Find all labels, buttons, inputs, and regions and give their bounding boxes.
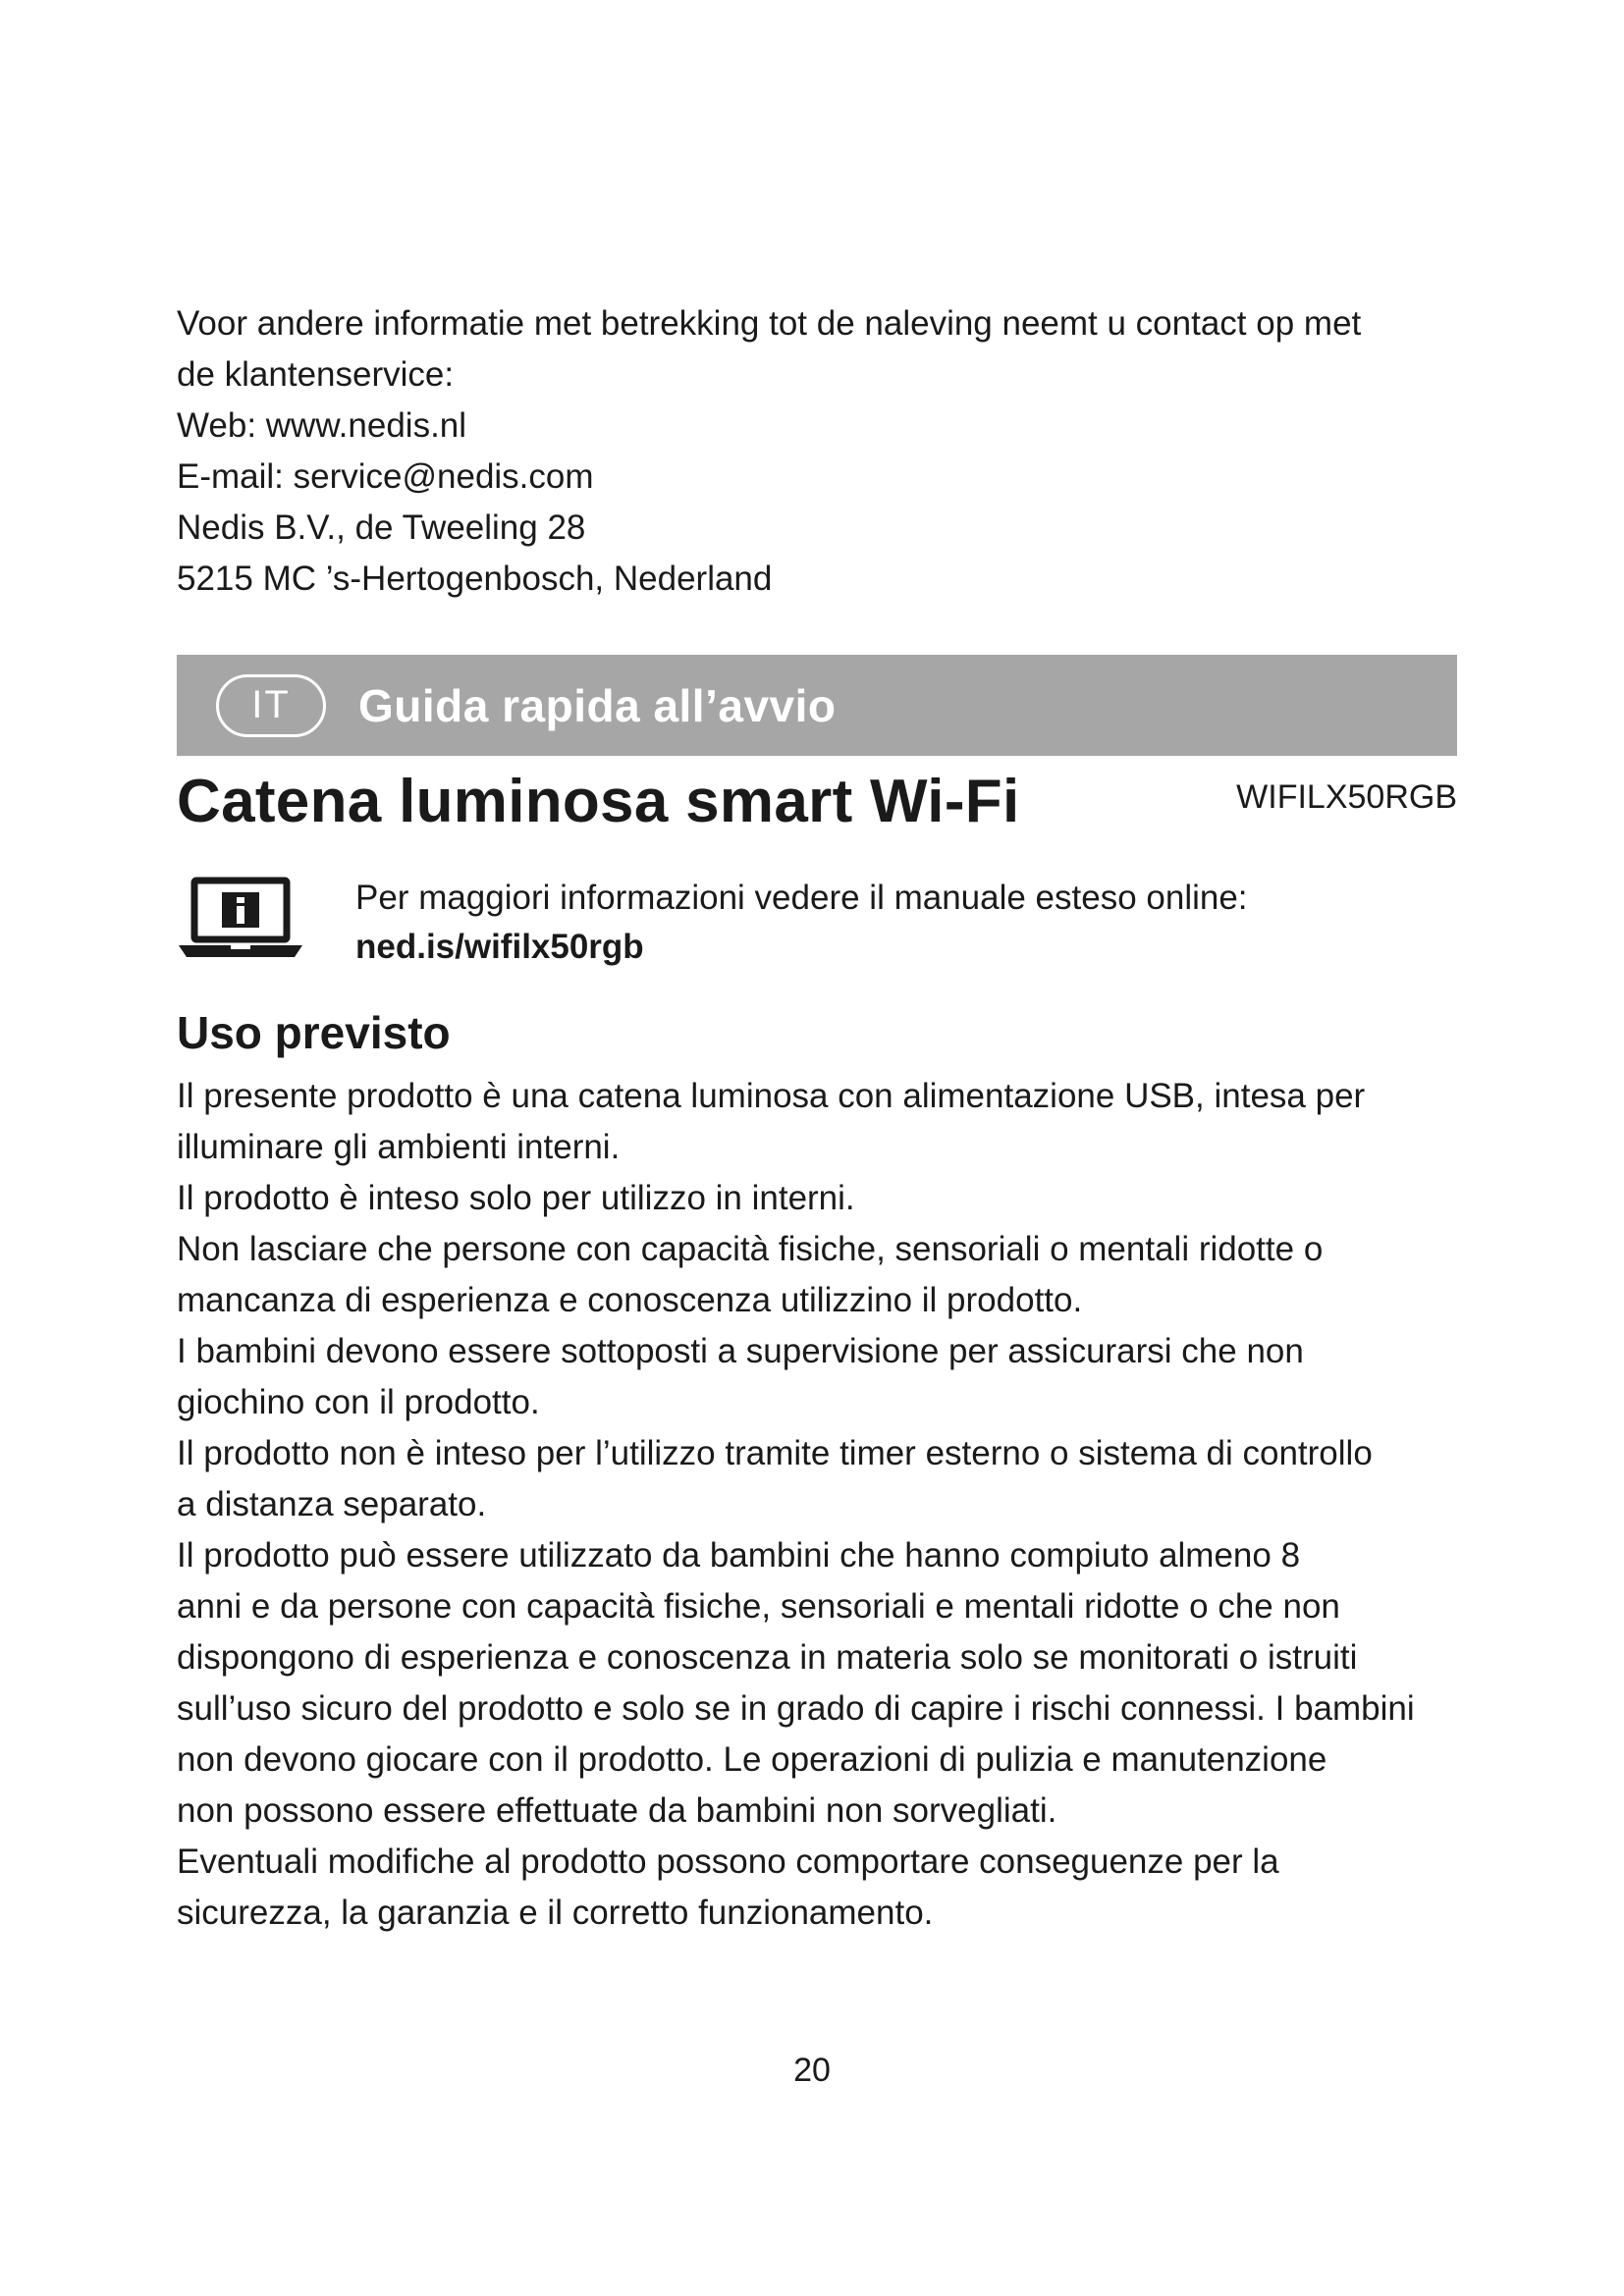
model-code: WIFILX50RGB (1236, 778, 1457, 816)
language-banner (177, 655, 1457, 756)
section-body (177, 1071, 1473, 1939)
info-text-block (355, 874, 1248, 972)
body-line: Il presente prodotto è una catena luminosa con alimentazione USB, intesa per (177, 1077, 1366, 1115)
body-line: Il prodotto è inteso solo per utilizzo in interni. (177, 1179, 855, 1217)
body-line: a distanza separato. (177, 1485, 487, 1523)
body-line: Il prodotto può essere utilizzato da bambini che hanno compiuto almeno 8 (177, 1536, 1301, 1575)
contact-block (177, 298, 1463, 605)
laptop-info-icon (177, 877, 304, 965)
banner-title: Guida rapida all’avvio (358, 680, 837, 731)
contact-web: Web: www.nedis.nl (177, 406, 467, 445)
body-line: Non lasciare che persone con capacità fisiche, sensoriali o mentali ridotte o (177, 1230, 1324, 1268)
body-line: sicurezza, la garanzia e il corretto funzionamento. (177, 1894, 934, 1932)
product-title: Catena luminosa smart Wi-Fi (177, 768, 1020, 835)
section-title: Uso previsto (177, 1007, 451, 1058)
body-line: anni e da persone con capacità fisiche, sensoriali e mentali ridotte o che non (177, 1587, 1340, 1626)
body-line: I bambini devono essere sottoposti a supervisione per assicurarsi che non (177, 1332, 1304, 1370)
contact-city: 5215 MC ’s-Hertogenbosch, Nederland (177, 560, 773, 598)
body-line: non possono essere effettuate da bambini non sorvegliati. (177, 1791, 1057, 1830)
contact-email: E-mail: service@nedis.com (177, 457, 594, 496)
contact-line: Voor andere informatie met betrekking tot de naleving neemt u contact op met (177, 304, 1362, 343)
body-line: Il prodotto non è inteso per l’utilizzo tramite timer esterno o sistema di controllo (177, 1434, 1373, 1472)
contact-address: Nedis B.V., de Tweeling 28 (177, 508, 586, 547)
body-line: illuminare gli ambienti interni. (177, 1128, 621, 1166)
body-line: dispongono di esperienza e conoscenza in materia solo se monitorati o istruiti (177, 1638, 1358, 1677)
contact-line: de klantenservice: (177, 355, 455, 394)
body-line: mancanza di esperienza e conoscenza utilizzino il prodotto. (177, 1281, 1083, 1319)
info-link[interactable]: ned.is/wifilx50rgb (355, 928, 644, 966)
page-number: 20 (793, 2052, 831, 2089)
body-line: sull’uso sicuro del prodotto e solo se in grado di capire i rischi connessi. I bambini (177, 1689, 1415, 1728)
body-line: non devono giocare con il prodotto. Le operazioni di pulizia e manutenzione (177, 1740, 1327, 1779)
language-badge: IT (216, 674, 326, 737)
body-line: giochino con il prodotto. (177, 1383, 540, 1421)
body-line: Eventuali modifiche al prodotto possono comportare conseguenze per la (177, 1842, 1279, 1881)
info-text: Per maggiori informazioni vedere il manuale esteso online: (355, 879, 1248, 917)
